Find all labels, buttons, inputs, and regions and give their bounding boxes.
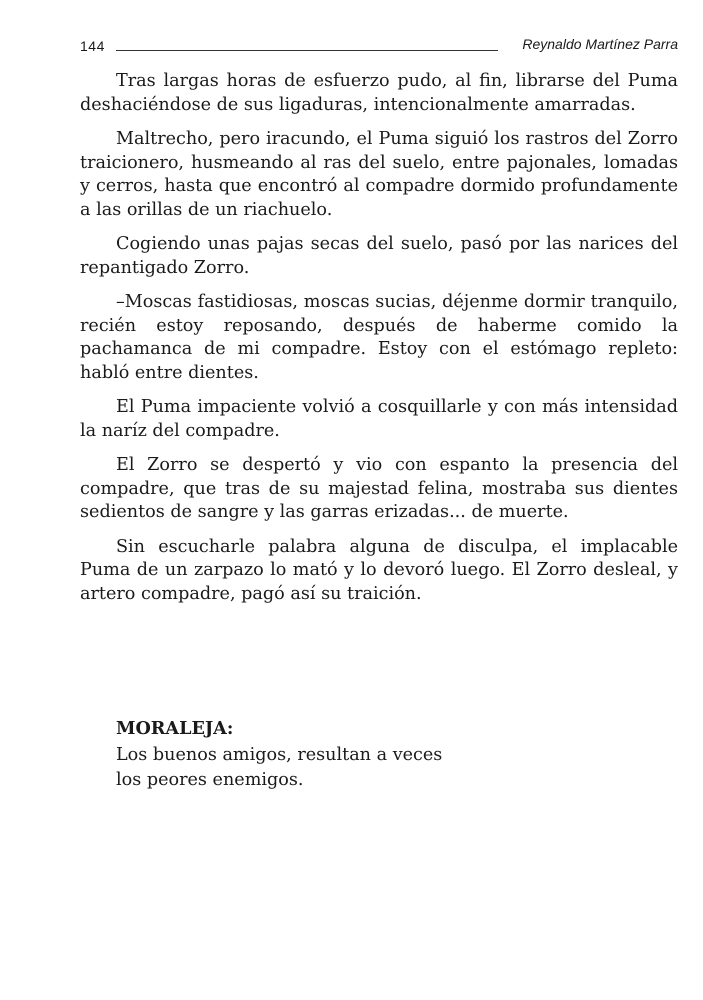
moral-line: los peores enemigos. <box>116 770 304 790</box>
paragraph: El Zorro se despertó y vio con espanto la presencia del compadre, que tras de su majestad felina, mostraba sus dientes sedientos de sangre y las garras erizadas... de muerte. <box>80 455 678 522</box>
paragraph: Sin escucharle palabra alguna de disculpa, el implacable Puma de un zarpazo lo mató y lo devoró luego. El Zorro desleal, y artero compadre, pagó así su traición. <box>80 536 678 604</box>
moral-line: Los buenos amigos, resultan a veces <box>116 745 443 765</box>
paragraph: Tras largas horas de esfuerzo pudo, al fin, librarse del Puma deshaciéndose de sus ligaduras, intencionalmente amarradas. <box>80 71 678 115</box>
story-body <box>80 70 678 617</box>
running-head-author: Reynaldo Martínez Parra <box>522 36 678 52</box>
header-rule <box>116 50 498 51</box>
paragraph: Maltrecho, pero iracundo, el Puma siguió los rastros del Zorro traicionero, husmeando al ras del suelo, entre pajonales, lomadas y cerros, hasta que encontró al compadre dormido profundamente a las orillas de un riachuelo. <box>80 129 678 220</box>
paragraph: El Puma impaciente volvió a cosquillarle y con más intensidad la naríz del compadre. <box>80 397 678 441</box>
page-header <box>80 36 678 56</box>
moral-title: MORALEJA: <box>116 718 234 739</box>
moral-section <box>116 716 676 793</box>
page-number: 144 <box>80 38 105 54</box>
paragraph: Cogiendo unas pajas secas del suelo, pasó por las narices del repantigado Zorro. <box>80 234 678 278</box>
paragraph: –Moscas fastidiosas, moscas sucias, déjenme dormir tranquilo, recién estoy reposando, después de haberme comido la pachamanca de mi compadre. Estoy con el estómago repleto: habló entre dientes. <box>80 292 678 383</box>
